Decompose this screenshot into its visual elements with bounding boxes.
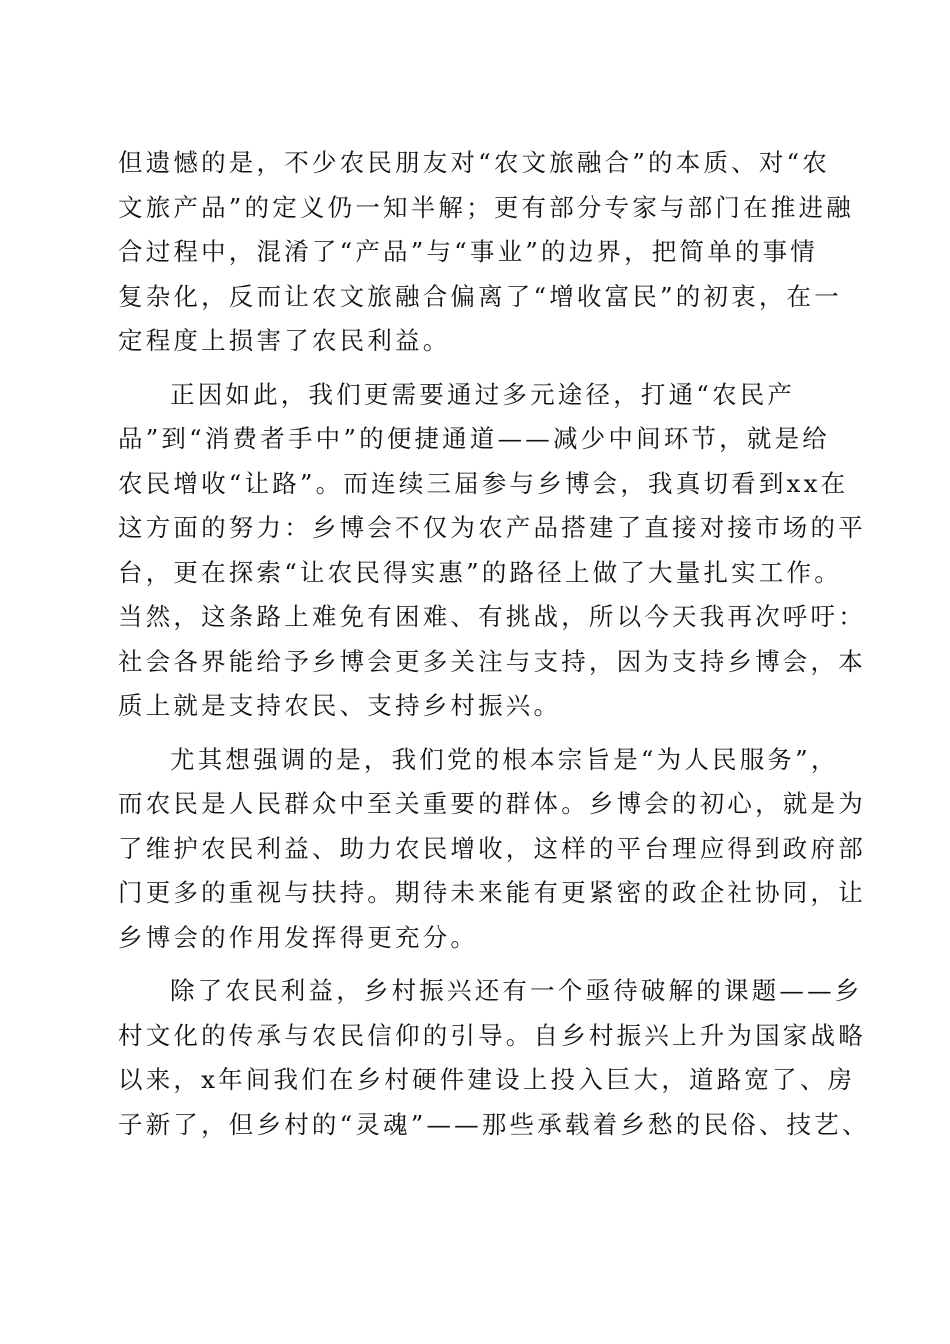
text-line: 农民增收“让路”。而连续三届参与乡博会，我真切看到xx在 <box>118 468 849 498</box>
text-line: 以来，x年间我们在乡村硬件建设上投入巨大，道路宽了、房 <box>118 1065 856 1094</box>
text-line: 定程度上损害了农民利益。 <box>118 326 451 355</box>
text-line: 合过程中，混淆了“产品”与“事业”的边界，把简单的事情 <box>118 237 818 266</box>
paragraph-3 <box>118 738 866 961</box>
text-line: 当然，这条路上难免有困难、有挑战，所以今天我再次呼吁： <box>118 602 866 631</box>
text-line: 了维护农民利益、助力农民增收，这样的平台理应得到政府部 <box>118 833 866 863</box>
text-line: 文旅产品”的定义仍一知半解；更有部分专家与部门在推进融 <box>118 192 854 222</box>
text-line: 除了农民利益，乡村振兴还有一个亟待破解的课题——乡 <box>170 976 863 1005</box>
text-line: 社会各界能给予乡博会更多关注与支持，因为支持乡博会，本 <box>118 646 866 676</box>
text-line: 乡博会的作用发挥得更充分。 <box>118 922 479 952</box>
text-line: 但遗憾的是，不少农民朋友对“农文旅融合”的本质、对“农 <box>118 148 830 177</box>
text-line: 品”到“消费者手中”的便捷通道——减少中间环节，就是给 <box>118 424 830 453</box>
text-line: 门更多的重视与扶持。期待未来能有更紧密的政企社协同，让 <box>118 878 866 907</box>
paragraph-4 <box>118 969 870 1147</box>
paragraph-2 <box>118 373 866 729</box>
text-line: 正因如此，我们更需要通过多元途径，打通“农民产 <box>170 379 796 409</box>
document-body <box>118 141 870 1147</box>
text-line: 台，更在探索“让农民得实惠”的路径上做了大量扎实工作。 <box>118 557 842 587</box>
text-line: 尤其想强调的是，我们党的根本宗旨是“为人民服务”， <box>170 744 839 774</box>
text-line: 这方面的努力：乡博会不仅为农产品搭建了直接对接市场的平 <box>118 513 866 542</box>
text-line: 质上就是支持农民、支持乡村振兴。 <box>118 691 562 720</box>
text-line: 而农民是人民群众中至关重要的群体。乡博会的初心，就是为 <box>118 789 866 818</box>
paragraph-1 <box>118 141 854 364</box>
text-line: 复杂化，反而让农文旅融合偏离了“增收富民”的初衷，在一 <box>118 281 842 311</box>
text-line: 村文化的传承与农民信仰的引导。自乡村振兴上升为国家战略 <box>118 1020 866 1050</box>
text-line: 子新了，但乡村的“灵魂”——那些承载着乡愁的民俗、技艺、 <box>118 1109 870 1139</box>
